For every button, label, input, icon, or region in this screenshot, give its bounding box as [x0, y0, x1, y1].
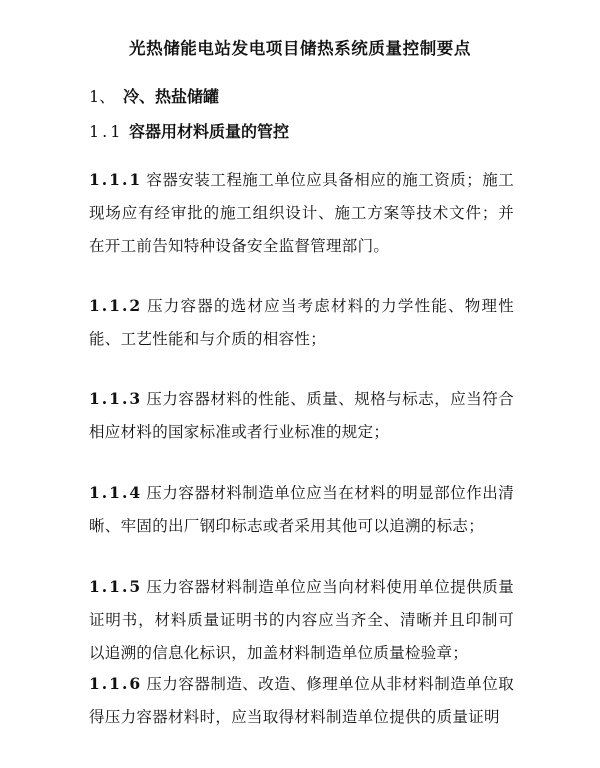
subsection-title: 容器用材料质量的管控: [129, 122, 290, 141]
document-title: 光热储能电站发电项目储热系统质量控制要点: [129, 39, 471, 58]
paragraph-text: 压力容器制造、改造、修理单位从非材料制造单位取得压力容器材料时，应当取得材料制造单位提供的质量证明: [89, 675, 514, 726]
paragraph-1-1-6: [89, 667, 514, 734]
paragraph-number: 1.1.3: [89, 389, 143, 408]
paragraph-text: 容器安装工程施工单位应具备相应的施工资质；施工现场应有经审批的施工组织设计、施工方案等技术文件；并在开工前告知特种设备安全监督管理部门。: [89, 171, 514, 255]
paragraph-1-1-3: [89, 382, 514, 449]
paragraph-text: 压力容器材料制造单位应当向材料使用单位提供质量证明书，材料质量证明书的内容应当齐全、清晰并且印制可以追溯的信息化标识，加盖材料制造单位质量检验章；: [89, 578, 514, 662]
paragraph-1-1-4: [89, 476, 514, 543]
paragraph-1-1-1: [89, 163, 514, 263]
paragraph-1-1-2: [89, 289, 514, 356]
section-heading: [89, 85, 219, 109]
paragraph-number: 1.1.2: [89, 296, 143, 315]
subsection-number: 1.1: [89, 122, 124, 141]
section-number: 1、: [89, 87, 116, 106]
paragraph-number: 1.1.4: [89, 483, 143, 502]
paragraph-number: 1.1.1: [89, 170, 143, 189]
paragraph-text: 压力容器的选材应当考虑材料的力学性能、物理性能、工艺性能和与介质的相容性；: [89, 297, 514, 348]
paragraph-1-1-5: [89, 570, 514, 670]
paragraph-number: 1.1.5: [89, 577, 143, 596]
section-title: 冷、热盐储罐: [123, 87, 220, 106]
paragraph-text: 压力容器材料的性能、质量、规格与标志，应当符合相应材料的国家标准或者行业标准的规定；: [89, 390, 514, 441]
paragraph-text: 压力容器材料制造单位应当在材料的明显部位作出清晰、牢固的出厂钢印标志或者采用其他可以追溯的标志；: [89, 484, 514, 535]
subsection-heading: [89, 120, 289, 144]
paragraph-number: 1.1.6: [89, 674, 143, 693]
